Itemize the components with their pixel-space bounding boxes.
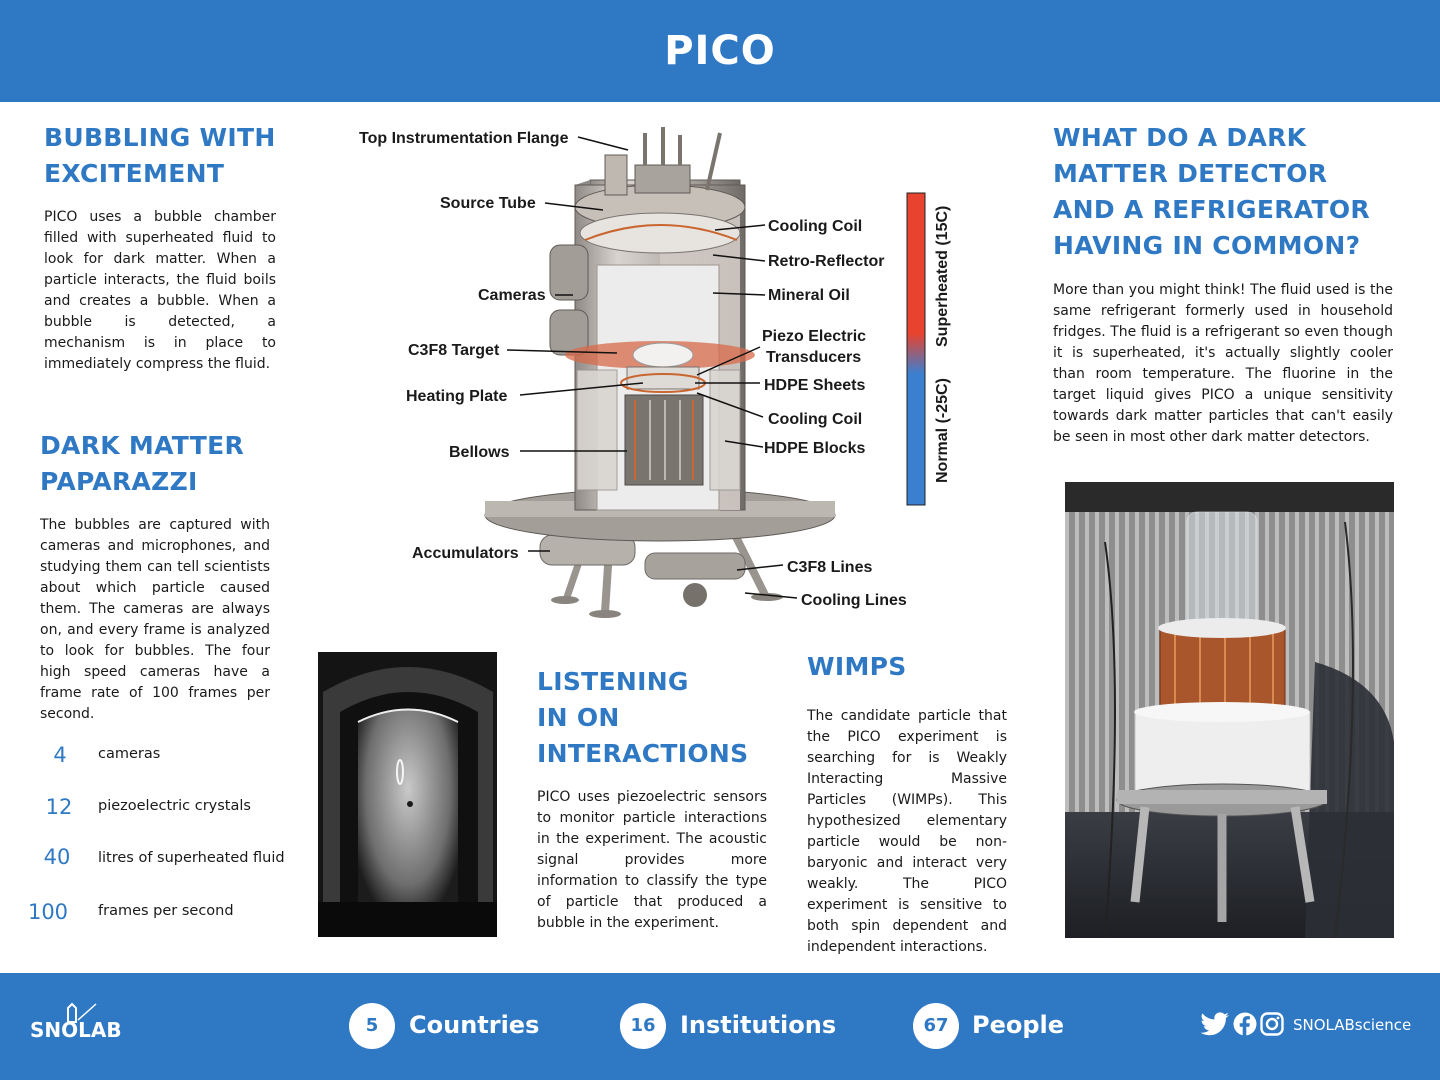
snolab-logo-text: SNOLAB [30, 1018, 122, 1042]
social-handle[interactable]: SNOLABscience [1293, 1016, 1412, 1034]
scale-label-superheated: Superheated (15C) [934, 205, 951, 347]
section-wimps [807, 649, 1007, 958]
wimps-text: The candidate particle that the PICO experiment is searching for is Weakly Interacting Massive Particles (WIMPs). This hypothesized elementary particle would be non-baryonic and interact very weakly. The PICO experiment is sensitive to both spin dependent and independent interactions. [807, 708, 1007, 955]
detector-lab-image [1065, 482, 1394, 938]
paparazzi-heading-line2: PAPARAZZI [40, 467, 198, 496]
refrigerator-heading-line2: MATTER DETECTOR [1053, 159, 1328, 188]
label-hdpe-blocks: HDPE Blocks [764, 440, 866, 457]
temperature-scale [907, 193, 925, 505]
stat-value-litres: 40 [43, 845, 71, 869]
section-paparazzi [40, 428, 270, 725]
paparazzi-heading [40, 428, 270, 500]
facebook-icon[interactable] [1233, 1012, 1257, 1036]
label-c3f8-target: C3F8 Target [408, 342, 500, 359]
snolab-logo [28, 1000, 122, 1050]
refrigerator-text: More than you might think! The fluid used is the same refrigerant formerly used in household fridges. The fluid is a refrigerant so even though it is superheated, it's actually slightly cooler than room temperature. The fluorine in the target liquid gives PICO a unique sensitivity towards dark matter particles that can't easily be seen in most other dark matter detectors. [1053, 282, 1393, 445]
count-label-countries: Countries [409, 1011, 540, 1039]
detector-lab-photo [1065, 482, 1394, 938]
refrigerator-heading [1053, 120, 1393, 264]
paparazzi-text: The bubbles are captured with cameras and microphones, and studying them can tell scientists about which particle caused them. The cameras are always on, and every frame is analyzed to look for bubbles. The four high speed cameras have a frame rate of 100 frames per second. [40, 517, 270, 722]
stat-label-fps: frames per second [98, 903, 234, 919]
count-badge-people: 67 [913, 1003, 959, 1049]
camera-frame-photo [318, 652, 497, 937]
listening-heading-line3: INTERACTIONS [537, 739, 749, 768]
bubbling-heading [44, 120, 276, 192]
label-cooling-coil-mid: Cooling Coil [768, 411, 863, 428]
section-bubbling [44, 120, 276, 375]
label-mineral-oil: Mineral Oil [768, 287, 850, 304]
wimps-heading: WIMPS [807, 652, 907, 681]
listening-heading [537, 664, 767, 772]
section-listening [537, 664, 767, 934]
label-accumulators: Accumulators [412, 545, 519, 562]
listening-text: PICO uses piezoelectric sensors to monitor particle interactions in the experiment. The acoustic signal provides more information to classify the type of particle that produced a bubble in the experiment. [537, 789, 767, 931]
listening-heading-line1: LISTENING [537, 667, 689, 696]
label-bellows: Bellows [449, 444, 510, 461]
instagram-icon[interactable] [1260, 1012, 1284, 1036]
scale-label-normal: Normal (-25C) [934, 378, 951, 483]
count-badge-institutions: 16 [620, 1003, 666, 1049]
refrigerator-heading-line4: HAVING IN COMMON? [1053, 231, 1361, 260]
count-label-people: People [972, 1011, 1065, 1039]
listening-heading-line2: IN ON [537, 703, 620, 732]
stat-label-crystals: piezoelectric crystals [98, 798, 251, 814]
camera-frame-image [318, 652, 497, 937]
stat-value-crystals: 12 [45, 795, 73, 819]
refrigerator-heading-line3: AND A REFRIGERATOR [1053, 195, 1370, 224]
section-refrigerator [1053, 120, 1393, 448]
label-piezo-line2: Transducers [766, 349, 862, 366]
page-title: PICO [664, 28, 776, 74]
top-flange [635, 165, 690, 193]
stat-value-cameras: 4 [53, 743, 67, 767]
label-flange: Top Instrumentation Flange [359, 130, 569, 147]
label-retro-reflector: Retro-Reflector [768, 253, 885, 270]
label-c3f8-lines: C3F8 Lines [787, 559, 873, 576]
stat-value-fps: 100 [27, 900, 69, 924]
label-cooling-lines: Cooling Lines [801, 592, 907, 609]
bubbling-heading-line1: BUBBLING WITH [44, 123, 276, 152]
refrigerator-heading-line1: WHAT DO A DARK [1053, 123, 1307, 152]
label-cooling-coil-top: Cooling Coil [768, 218, 863, 235]
label-hdpe-sheets: HDPE Sheets [764, 377, 866, 394]
bubbling-text: PICO uses a bubble chamber filled with superheated fluid to look for dark matter. When a particle interacts, the fluid boils and creates a bubble. When a bubble is detected, a mechanism is in place to immediately compress the fluid. [44, 209, 276, 372]
count-badge-countries: 5 [349, 1003, 395, 1049]
label-piezo-line1: Piezo Electric [762, 328, 867, 345]
stat-label-cameras: cameras [98, 746, 161, 762]
twitter-icon[interactable] [1200, 1012, 1230, 1038]
count-label-institutions: Institutions [680, 1011, 837, 1039]
stat-label-litres: litres of superheated fluid [98, 850, 285, 866]
label-cameras: Cameras [478, 287, 546, 304]
bubbling-heading-line2: EXCITEMENT [44, 159, 225, 188]
label-source-tube: Source Tube [440, 195, 536, 212]
paparazzi-heading-line1: DARK MATTER [40, 431, 245, 460]
label-heating-plate: Heating Plate [406, 388, 508, 405]
detector-diagram [345, 115, 1005, 635]
